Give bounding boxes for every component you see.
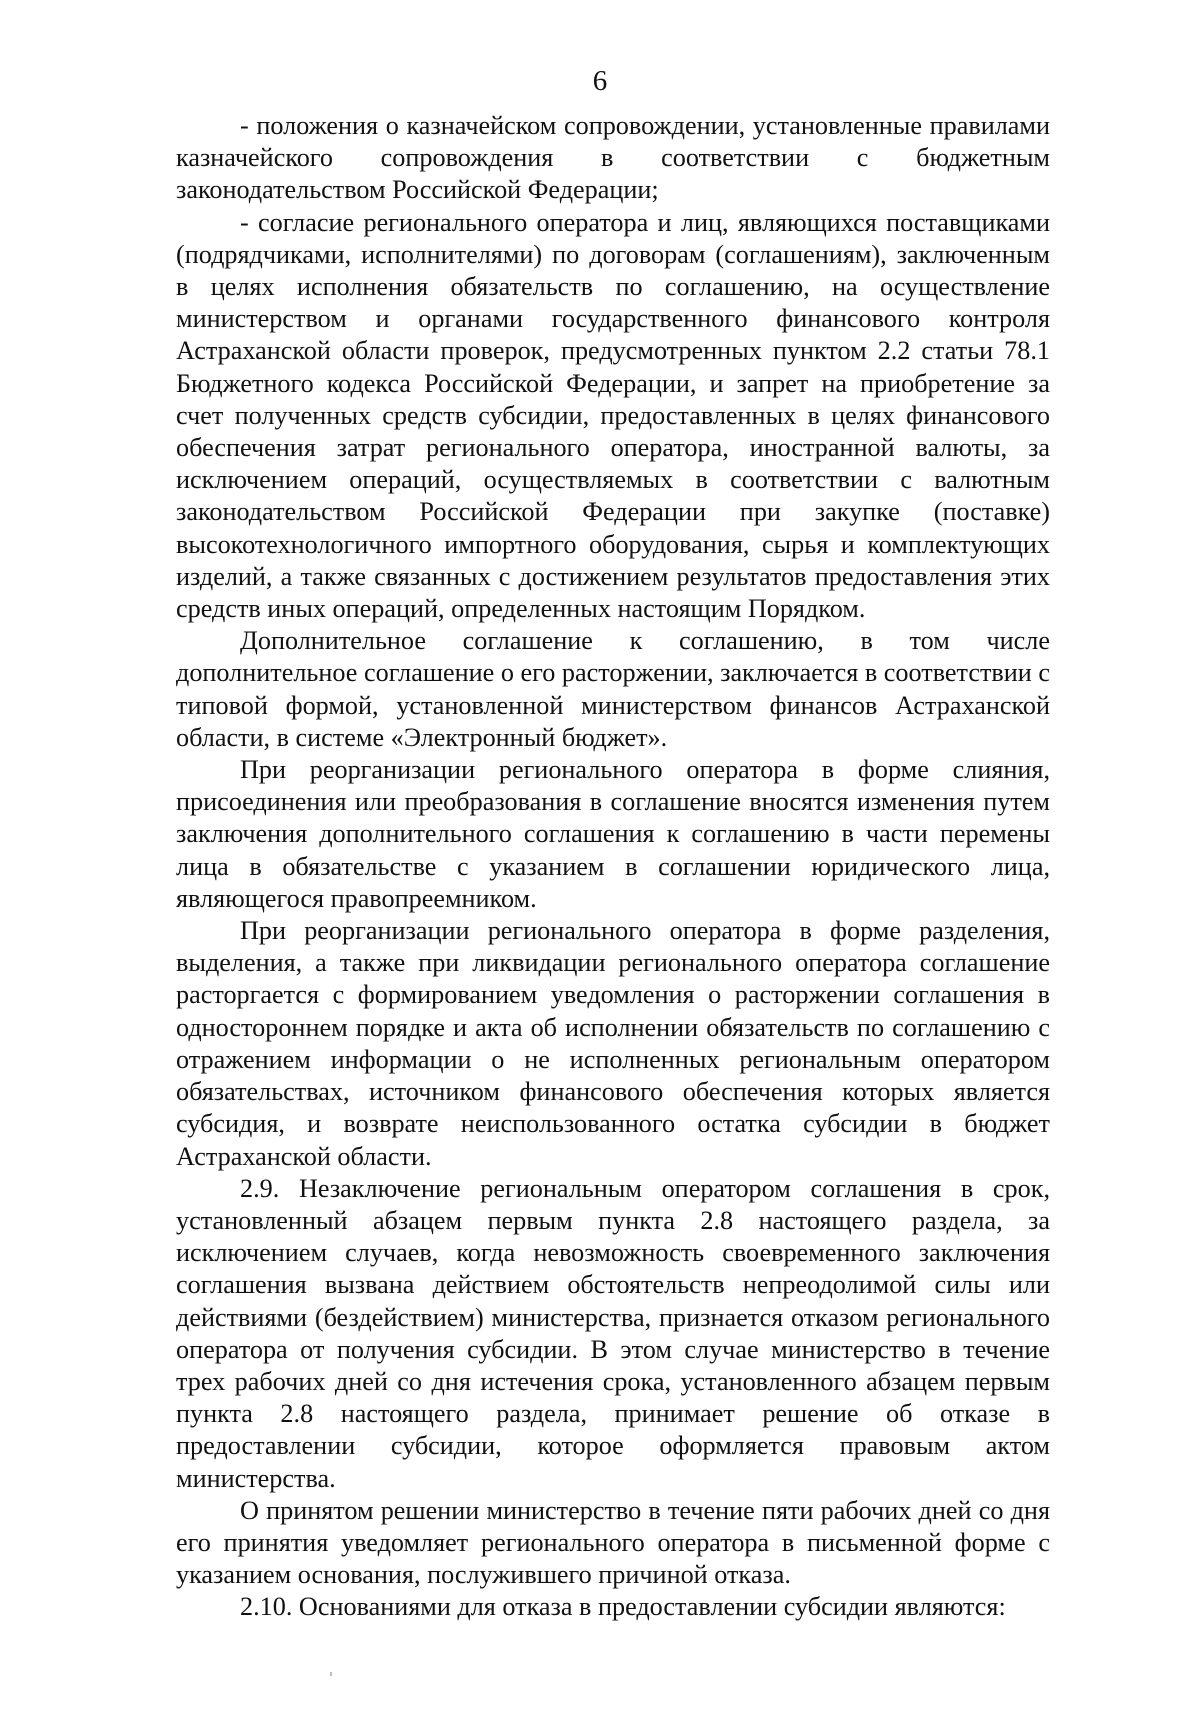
paragraph-clause-2-9: 2.9. Незаключение региональным оператором соглашения в срок, установленный абзацем первым пункта 2.8 настоящего раздела, за исключением случаев, когда невозможность своевременного заключения соглашения вызвана действием обстоятельств непреодолимой силы или действиями (бездействием) министерства, признается отказом регионального оператора от получения субсидии. В этом случае министерство в течение трех рабочих дней со дня истечения срока, установленного абзацем первым пункта 2.8 настоящего раздела, принимает решение об отказе в предоставлении субсидии, которое оформляется правовым актом министерства. [176,1173,1050,1493]
paragraph-consent-and-prohibition: - согласие регионального оператора и лиц, являющихся поставщиками (подрядчиками, исполнителями) по договорам (соглашениям), заключенным в целях исполнения обязательств по соглашению, на осуществление министерством и органами государственного финансового контроля Астраханской области проверок, предусмотренных пунктом 2.2 статьи 78.1 Бюджетного кодекса Российской Федерации, и запрет на приобретение за счет полученных средств субсидии, предоставленных в целях финансового обеспечения затрат регионального оператора, иностранной валюты, за исключением операций, осуществляемых в соответствии с валютным законодательством Российской Федерации при закупке (поставке) высокотехнологичного импортного оборудования, сырья и комплектующих изделий, а также связанных с достижением результатов предоставления этих средств иных операций, определенных настоящим Порядком. [176,207,1050,624]
page-number: 6 [592,65,608,97]
paragraph-treasury-provisions: - положения о казначейском сопровождении, установленные правилами казначейского сопровождения в соответствии с бюджетным законодательством Российской Федерации; [176,111,1050,205]
paragraph-clause-2-10: 2.10. Основаниями для отказа в предоставлении субсидии являются: [240,1592,1006,1622]
document-body [176,110,1050,1624]
paragraph-decision-notification: О принятом решении министерство в течение пяти рабочих дней со дня его принятия уведомляет регионального оператора в письменной форме с указанием основания, послужившего причиной отказа. [176,1495,1050,1590]
scan-speck [330,1672,332,1676]
paragraph-reorganization-division: При реорганизации регионального оператора в форме разделения, выделения, а также при ликвидации регионального оператора соглашение расторгается с формированием уведомления о расторжении соглашения в одностороннем порядке и акта об исполнении обязательств по соглашению с отражением информации о не исполненных региональным оператором обязательствах, источником финансового обеспечения которых является субсидия, и возврате неиспользованного остатка субсидии в бюджет Астраханской области. [176,916,1050,1171]
paragraph-reorganization-merger: При реорганизации регионального оператора в форме слияния, присоединения или преобразования в соглашение вносятся изменения путем заключения дополнительного соглашения к соглашению в части перемены лица в обязательстве с указанием в соглашении юридического лица, являющегося правопреемником. [176,755,1050,913]
paragraph-additional-agreement: Дополнительное соглашение к соглашению, в том числе дополнительное соглашение о его расторжении, заключается в соответствии с типовой формой, установленной министерством финансов Астраханской области, в системе «Электронный бюджет». [176,626,1050,752]
